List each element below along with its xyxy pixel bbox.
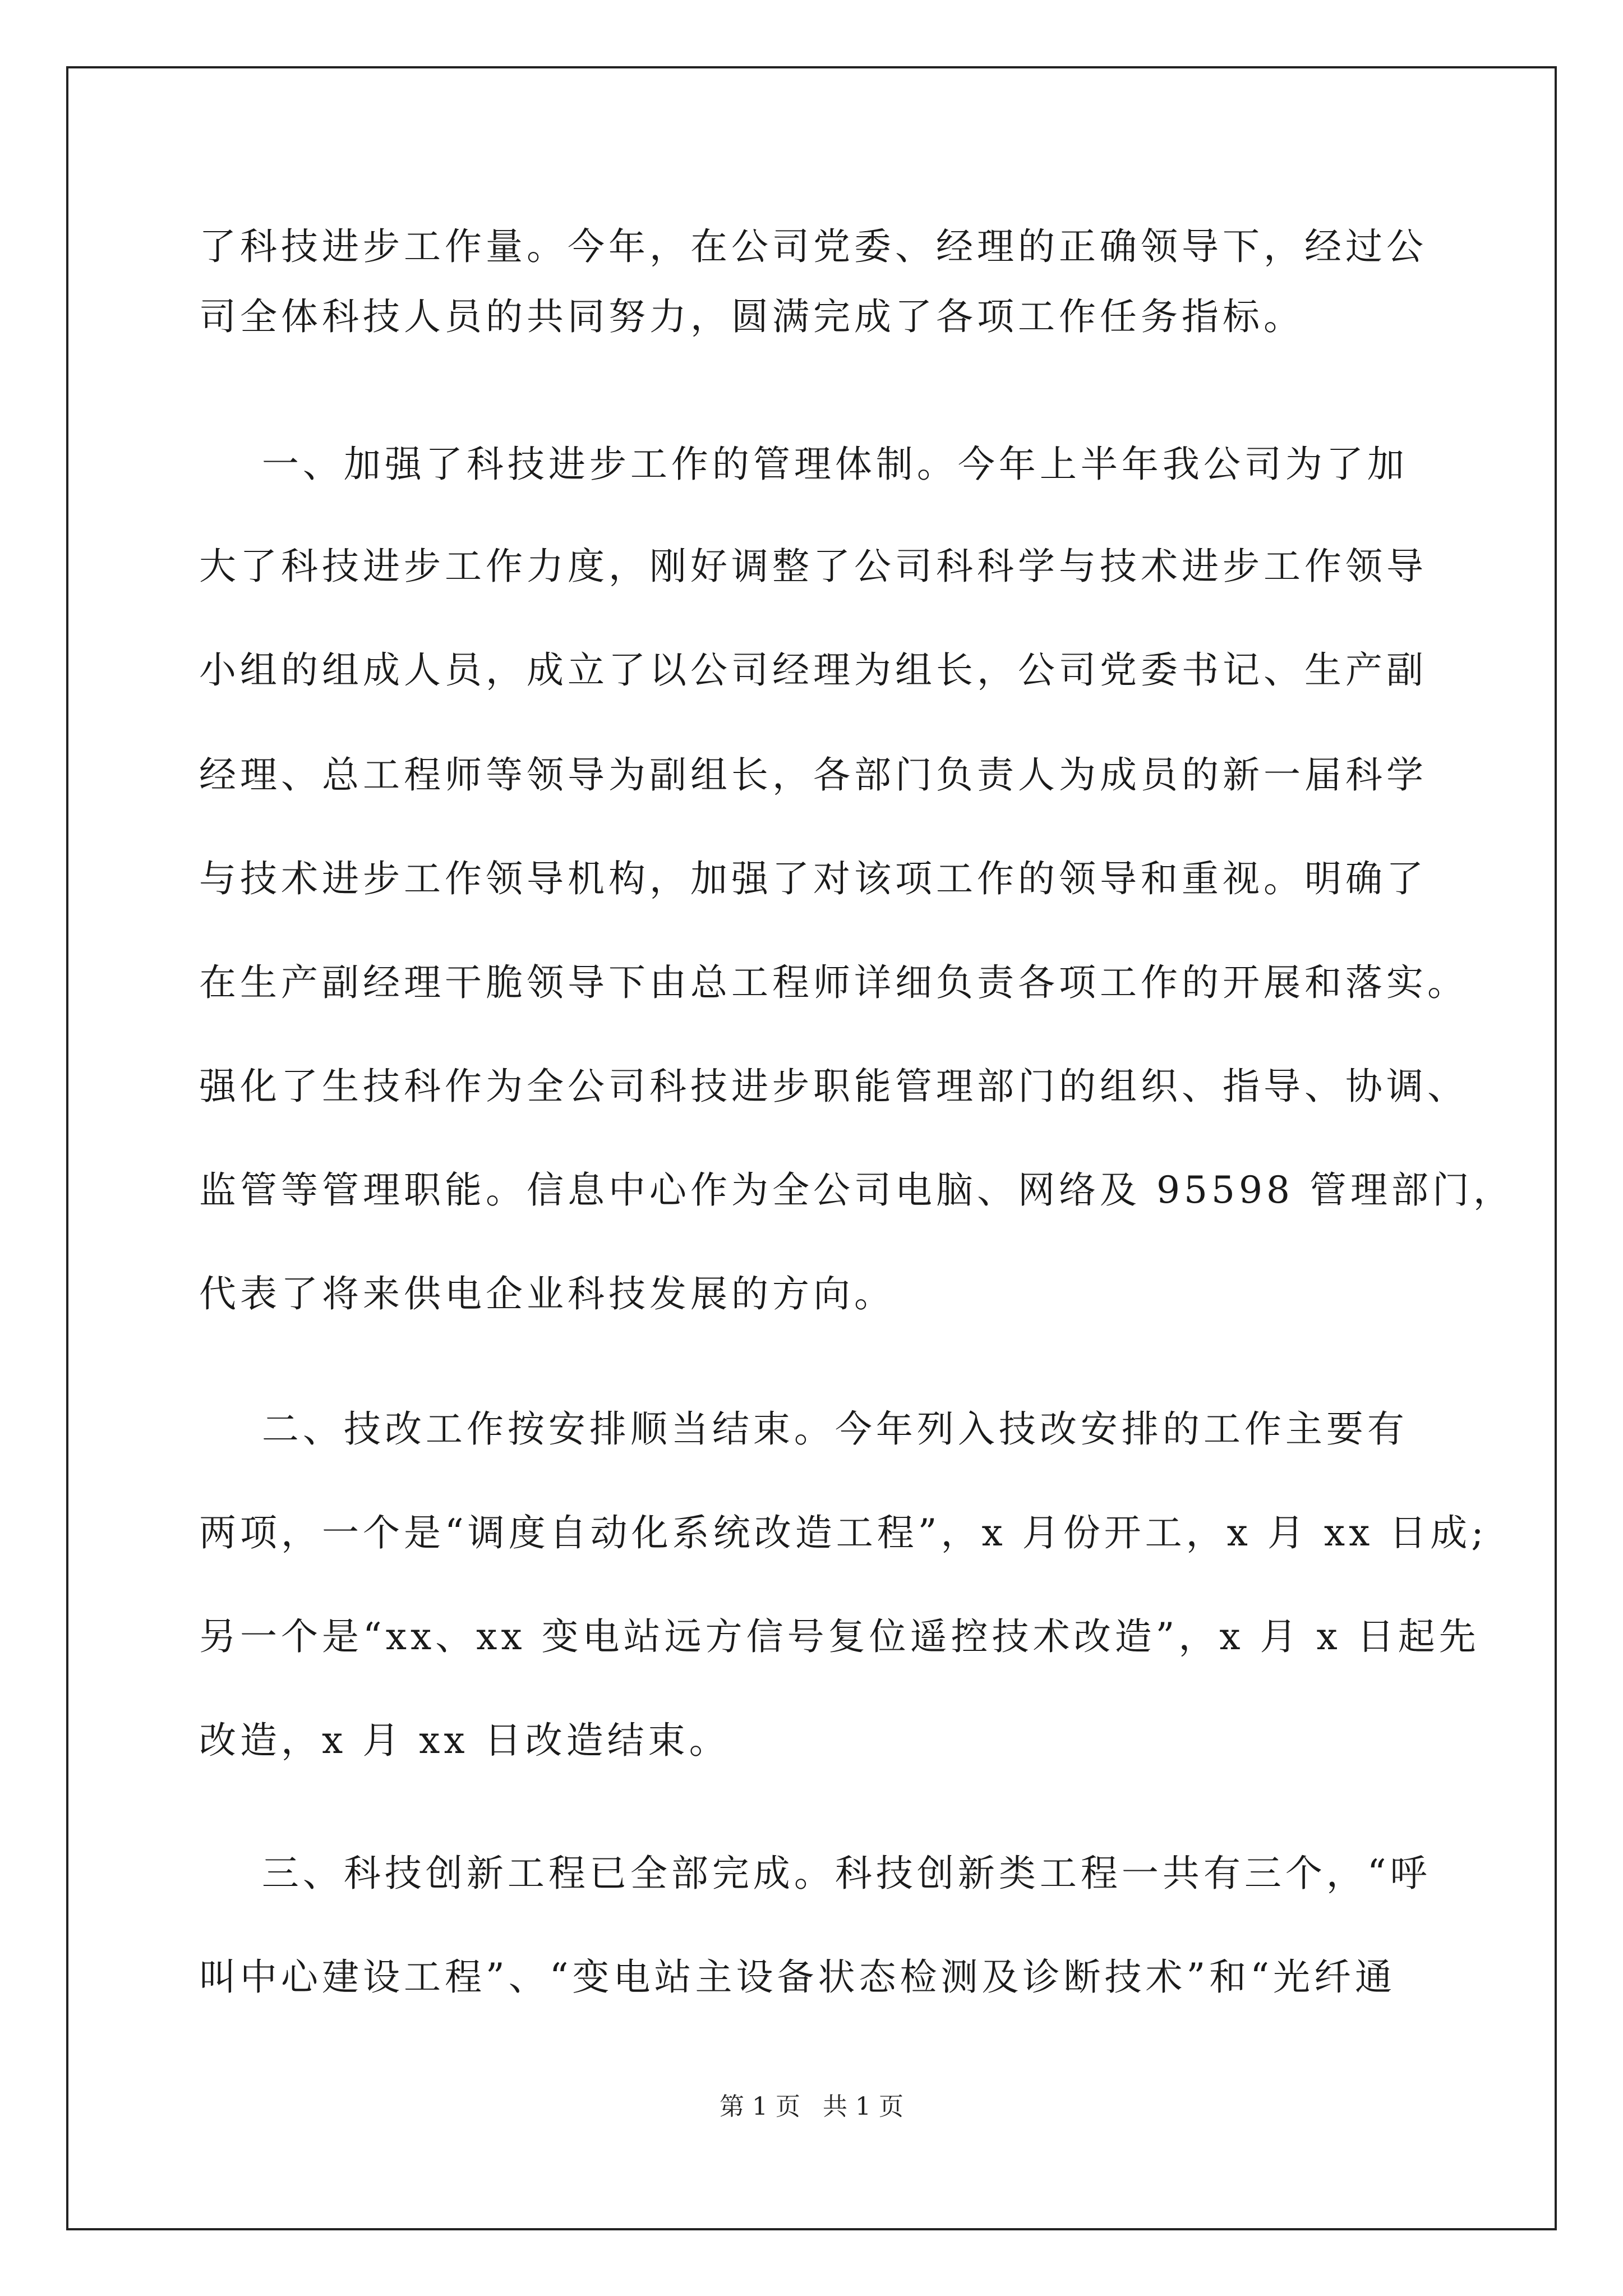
text-line: 代表了将来供电企业科技发展的方向。 [199, 1272, 895, 1315]
text-line: 二、技改工作按安排顺当结束。今年列入技改安排的工作主要有 [199, 1407, 1408, 1451]
text-line: 强化了生技科作为全公司科技进步职能管理部门的组织、指导、协调、 [199, 1065, 1468, 1108]
text-line: 监管等管理职能。信息中心作为全公司电脑、网络及 95598 管理部门， [199, 1168, 1514, 1212]
text-line: 了科技进步工作量。今年，在公司党委、经理的正确领导下，经过公 [199, 225, 1427, 268]
text-line: 司全体科技人员的共同努力，圆满完成了各项工作任务指标。 [199, 295, 1304, 338]
text-line: 与技术进步工作领导机构，加强了对该项工作的领导和重视。明确了 [199, 857, 1427, 900]
text-line: 三、科技创新工程已全部完成。科技创新类工程一共有三个，“呼 [199, 1852, 1431, 1895]
text-line: 另一个是“xx、xx 变电站远方信号复位遥控技术改造”，x 月 x 日起先 [199, 1615, 1480, 1658]
text-line: 经理、总工程师等领导为副组长，各部门负责人为成员的新一届科学 [199, 753, 1427, 797]
text-line: 在生产副经理干脆领导下由总工程师详细负责各项工作的开展和落实。 [199, 961, 1468, 1004]
text-line: 改造，x 月 xx 日改造结束。 [199, 1719, 730, 1762]
text-line: 小组的组成人员，成立了以公司经理为组长，公司党委书记、生产副 [199, 648, 1427, 692]
page-number: 第 1 页 [720, 2092, 800, 2121]
page-footer [0, 2091, 1623, 2123]
text-line: 一、加强了科技进步工作的管理体制。今年上半年我公司为了加 [199, 443, 1408, 486]
text-line: 叫中心建设工程”、“变电站主设备状态检测及诊断技术”和“光纤通 [199, 1955, 1396, 1999]
page-border [66, 66, 1557, 2230]
text-line: 大了科技进步工作力度，刚好调整了公司科科学与技术进步工作领导 [199, 545, 1427, 588]
page-total: 共 1 页 [823, 2092, 903, 2121]
text-line: 两项，一个是“调度自动化系统改造工程”，x 月份开工，x 月 xx 日成; [199, 1511, 1488, 1554]
